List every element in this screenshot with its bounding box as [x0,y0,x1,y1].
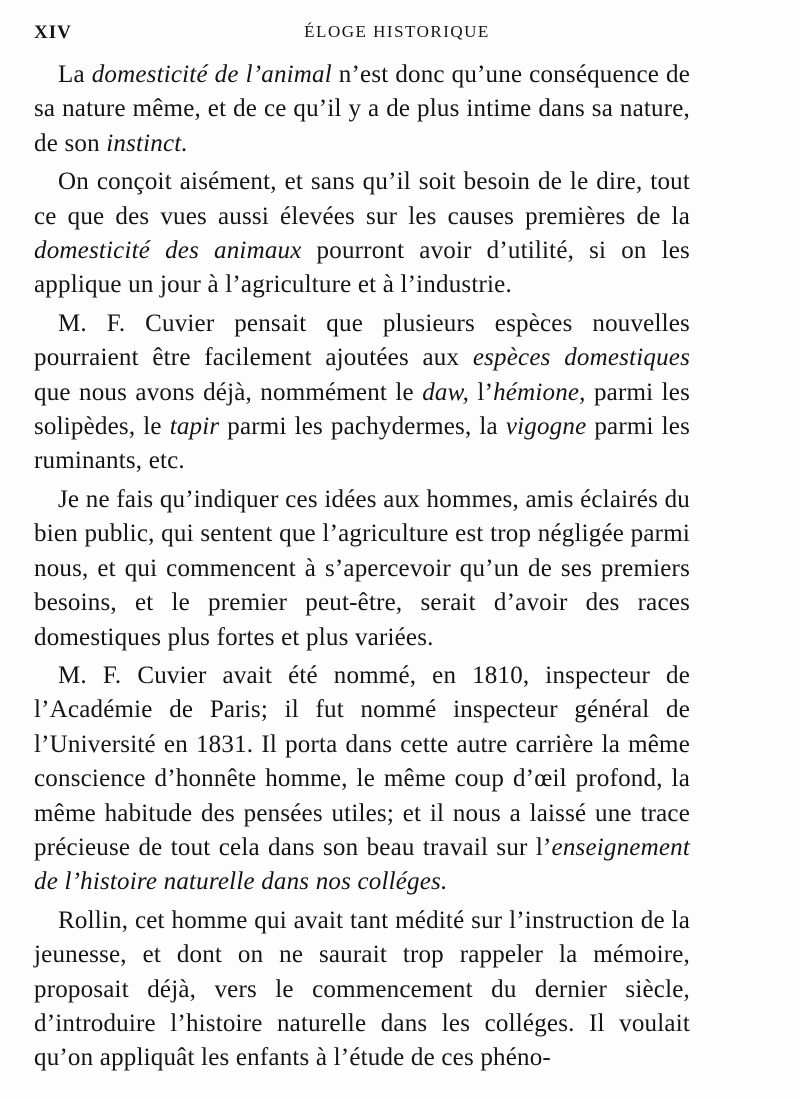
italic-text-run: instinct. [106,129,188,157]
text-run: M. F. Cuvier pensait que plusieurs espèces nouvelles pourraient être facilement ajoutées aux [34,309,690,372]
italic-text-run: enseignement de l’histoire naturelle dans nos colléges. [34,833,690,896]
text-run: Je ne fais qu’indiquer ces idées aux hommes, amis éclairés du bien public, qui sentent que l’agriculture est trop négligée parmi nous, et qui commencent à s’apercevoir qu’un de ses premiers besoins, et le premier peut-être, serait d’avoir des races domestiques plus fortes et plus variées. [34,485,690,651]
paragraph-rollin [34,904,690,1076]
text-run: On conçoit aisément, et sans qu’il soit besoin de le dire, tout ce que des vues aussi élevées sur les causes premières de la [34,168,690,230]
text-run: Rollin, cet homme qui avait tant médité sur l’instruction de la jeunesse, et dont on ne saurait trop rappeler la mémoire, proposait déjà, vers le commencement du dernier siècle, d’introduire l’histoire naturelle dans les colléges. Il voulait qu’on appliquât les enfants à l’étude de ces phéno- [34,906,690,1072]
italic-text-run: domesticité des animaux [34,237,302,265]
italic-text-run: espèces domestiques [472,344,690,372]
paragraph-domesticite [34,58,690,161]
text-run: l’ [469,378,494,406]
text-run: parmi les pachydermes, la [219,413,506,441]
paragraph-especes-nouvelles [34,307,690,479]
paragraph-causes-premieres [34,165,690,303]
page-number: XIV [34,22,72,43]
italic-text-run: tapir [169,413,220,441]
text-run: M. F. Cuvier avait été nommé, en 1810, inspecteur de l’Académie de Paris; il fut nommé inspecteur général de l’Université en 1831. Il porta dans cette autre carrière la même conscience d’honnête homme, le même coup d’œil profond, la même habitude des pensées utiles; et il nous a laissé une trace précieuse de tout cela dans son beau travail sur l’ [34,661,690,861]
running-head [34,22,690,48]
text-run: n’est donc qu’une conséquence de sa nature même, et de ce qu’il y a de plus intime dans sa nature, de son [34,61,690,157]
text-run: parmi les solipèdes, le [34,378,691,441]
text-run: La [58,61,92,88]
italic-text-run: daw, [422,378,470,406]
italic-text-run: hémione, [493,378,586,406]
paragraph-inspecteur [34,659,690,900]
text-run: que nous avons déjà, nommément le [34,378,423,406]
text-run: pourront avoir d’utilité, si on les applique un jour à l’agriculture et à l’industrie. [34,237,690,299]
italic-text-run: vigogne [505,413,587,441]
paragraph-agriculture [34,483,690,655]
italic-text-run: domesticité de l’animal [91,61,332,88]
running-title: ÉLOGE HISTORIQUE [304,22,490,41]
text-run: parmi les ruminants, etc. [34,413,690,475]
body-text [34,58,690,1080]
